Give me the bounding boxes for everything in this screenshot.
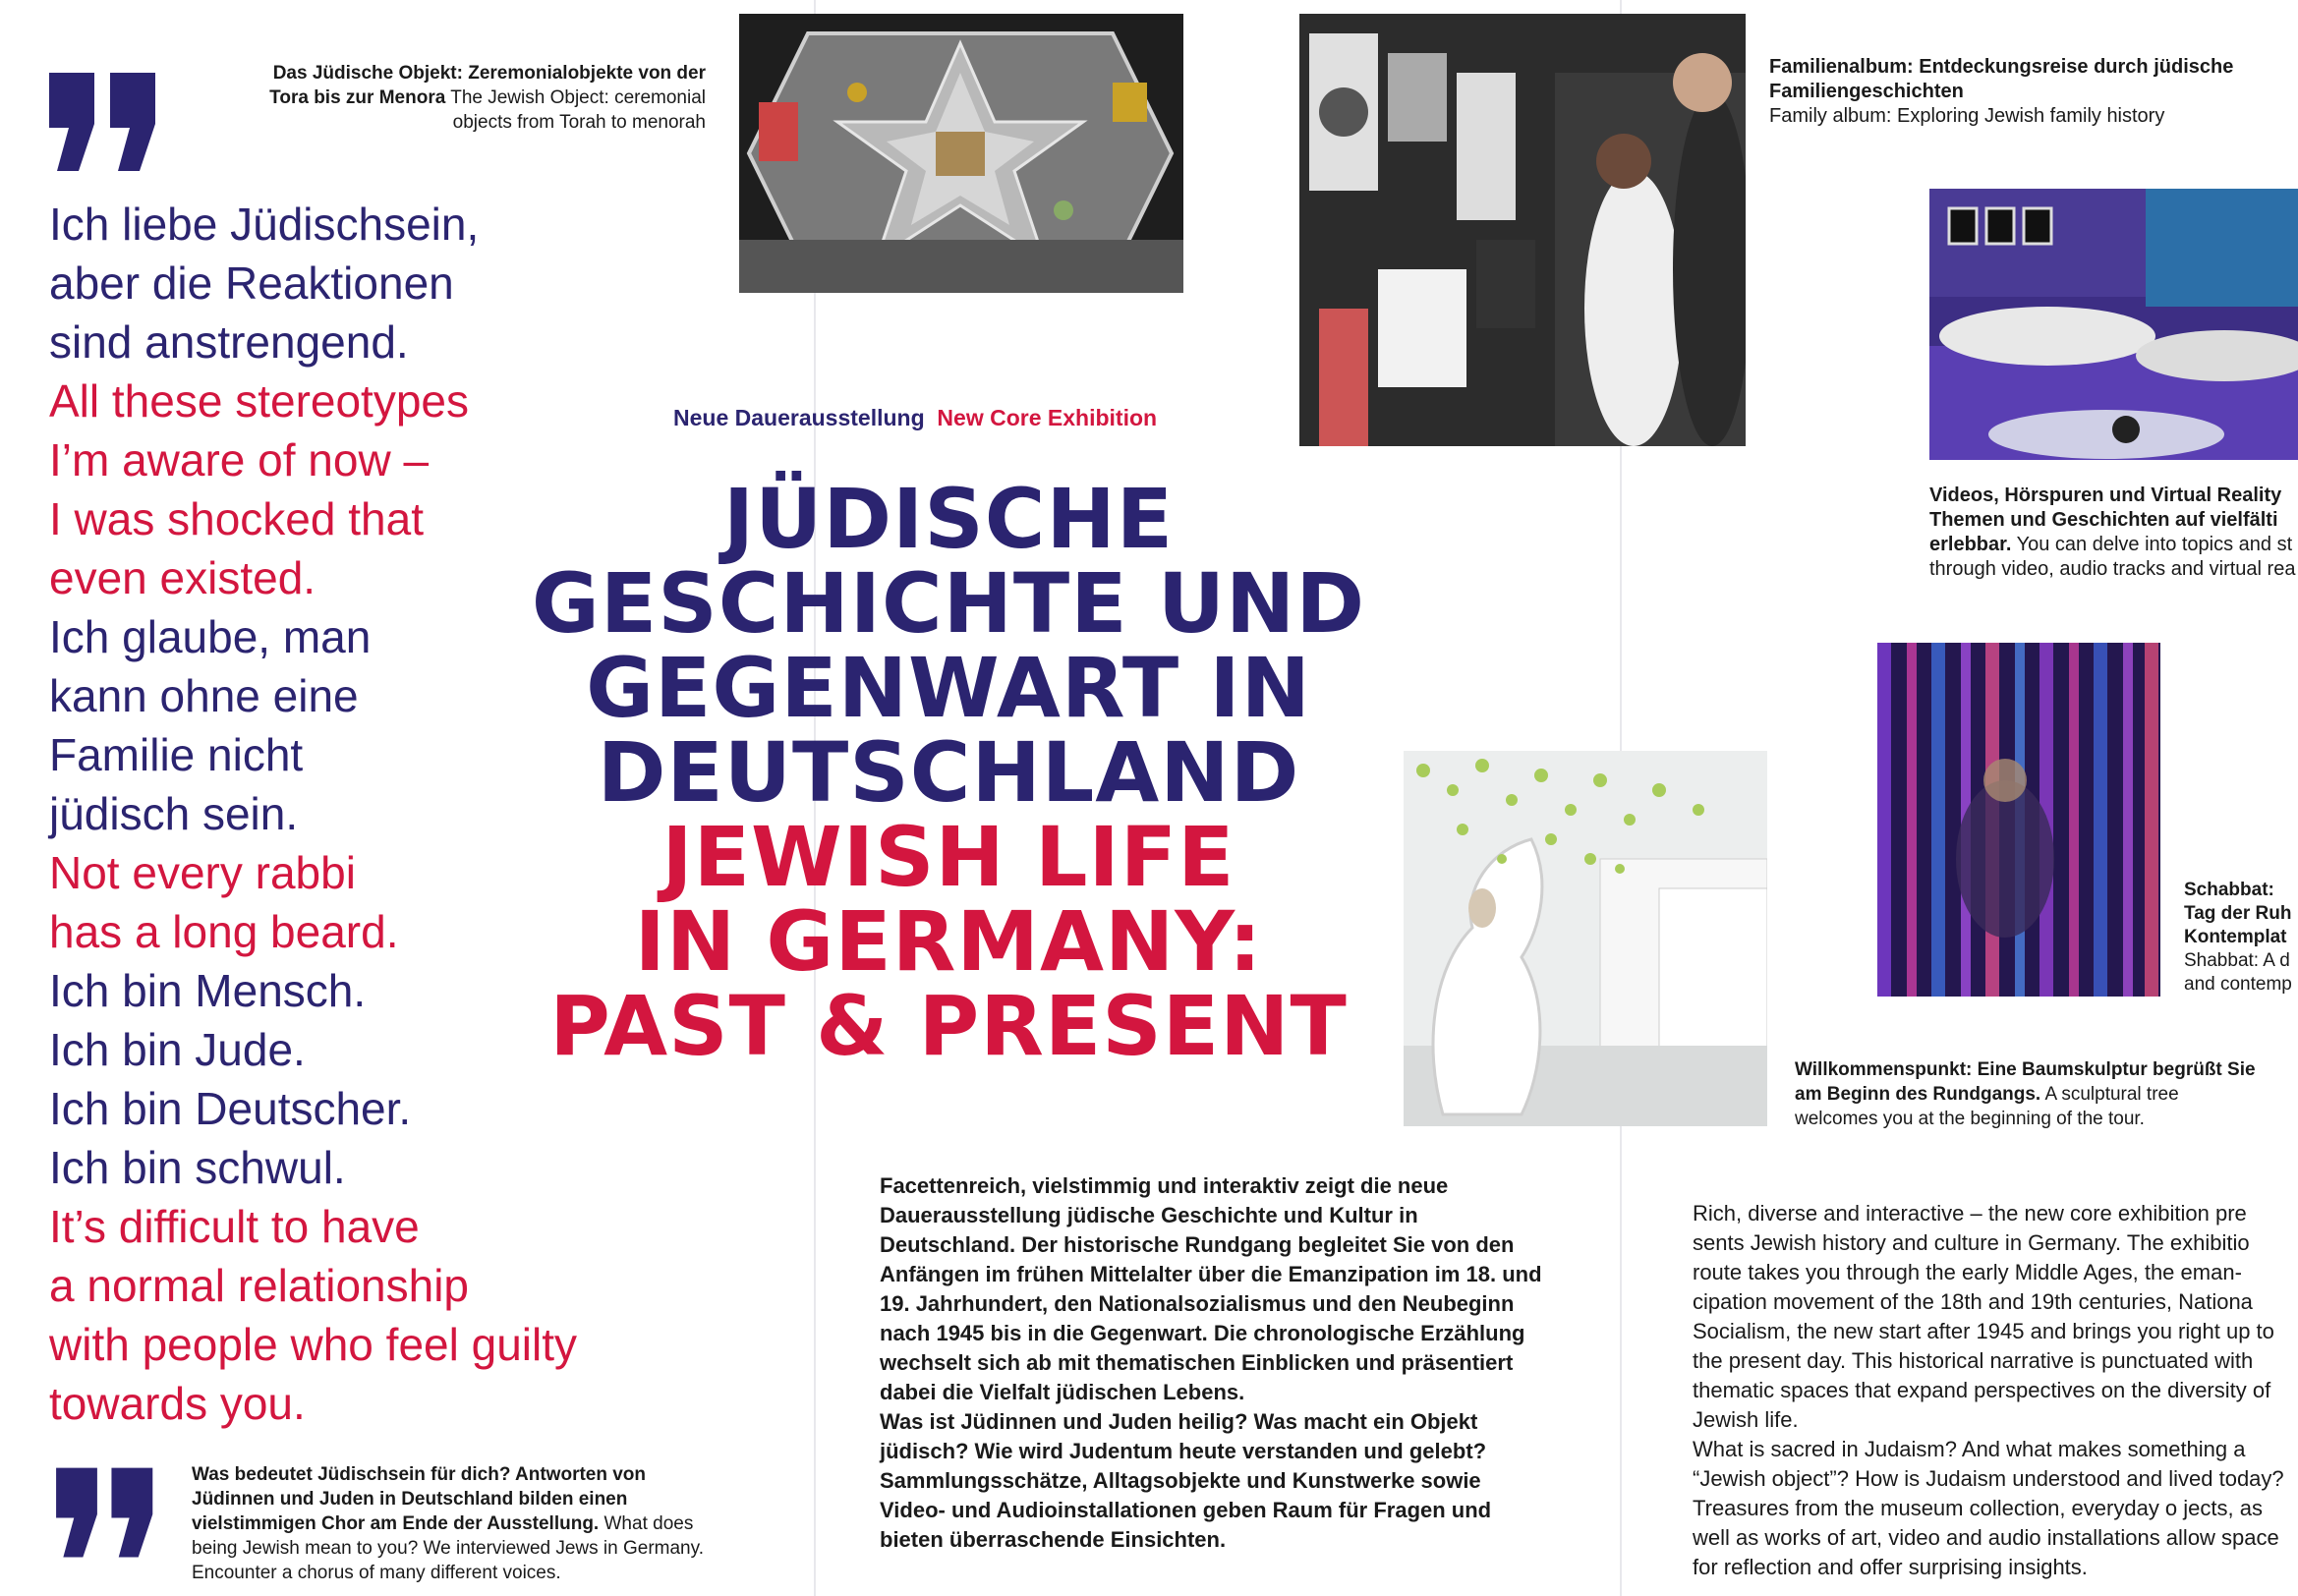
- title-line-en: PAST & PRESENT: [549, 978, 1348, 1074]
- quote-line: has a long beard.: [49, 906, 399, 957]
- quote-mark-icon: [47, 1464, 165, 1566]
- body-text-en: [1693, 1199, 2298, 1592]
- quote-line: Ich liebe Jüdischsein,: [49, 199, 480, 250]
- quote-line: kann ohne eine: [49, 670, 359, 721]
- caption-bold: Schabbat: Tag der Ruh Kontemplat: [2184, 880, 2292, 947]
- caption-torah: [236, 61, 706, 135]
- page-title: [482, 471, 1415, 1074]
- quote-line: It’s difficult to have: [49, 1201, 420, 1252]
- title-line-en: JEWISH LIFE: [661, 809, 1235, 905]
- quote-line: sind anstrengend.: [49, 316, 409, 368]
- caption-videos: [1929, 484, 2298, 588]
- body-paragraph: Was ist Jüdinnen und Juden heilig? Was macht ein Objekt jüdisch? Wie wird Judentum heute verstanden und gelebt? Sammlungsschätze, Alltagsobjekte und Kunstwerke sowie Video- und Audioinstallationen geben Raum für Fragen und bieten überraschende Einsichten.: [880, 1409, 1492, 1552]
- caption-bold: Das Jüdische Objekt: Zeremonialobjekte von der Tora bis zur Menora: [269, 63, 706, 108]
- body-paragraph: Rich, diverse and interactive – the new core exhibition pre sents Jewish history and culture in Germany. The exhibitio route takes you through the early Middle Ages, the emancipation movement of the 18th and 19th centuries, Nationa Socialism, the new start after 1945 and brings you right up to the present day. This historical narrative is punctuated with thematic spaces that expand perspectives on the diversity of Jewish life.: [1693, 1201, 2274, 1432]
- quote-line: even existed.: [49, 552, 316, 603]
- photo-videos-room: [1929, 189, 2298, 460]
- caption-shabbat: [2184, 879, 2298, 997]
- quote-line: with people who feel guilty: [49, 1319, 577, 1370]
- caption-family: [1769, 55, 2298, 129]
- eyebrow-de: Neue Dauerausstellung: [673, 405, 925, 430]
- quote-line: Ich bin Mensch.: [49, 965, 367, 1016]
- caption-normal: What does being Jewish mean to you? We interviewed Jews in Germany. Encounter a chorus of many different voices.: [192, 1513, 704, 1583]
- body-paragraph: What is sacred in Judaism? And what makes something a “Jewish object”? How is Judaism understood and lived today? Treasures from the museum collection, everyday o jects, as well as works of art, video and audio installations allow space for reflection and offer surprising insights.: [1693, 1437, 2284, 1579]
- quote-line: jüdisch sein.: [49, 788, 299, 839]
- quote-line: All these stereotypes: [49, 375, 470, 427]
- eyebrow: [673, 405, 1157, 431]
- caption-normal: You can delve into topics and st through video, audio tracks and virtual rea: [1929, 534, 2296, 580]
- caption-bold: Videos, Hörspuren und Virtual Reality Themen und Geschichten auf vielfälti erlebbar.: [1929, 484, 2282, 555]
- quote-line: Not every rabbi: [49, 847, 356, 898]
- quote-line: Ich bin Deutscher.: [49, 1083, 412, 1134]
- title-line-de: DEUTSCHLAND: [597, 724, 1300, 821]
- caption-bold: Willkommenspunkt: Eine Baumskulptur begrüßt Sie am Beginn des Rundgangs.: [1795, 1059, 2256, 1105]
- quote-line: Ich bin Jude.: [49, 1024, 306, 1075]
- title-line-de: JÜDISCHE: [722, 471, 1175, 567]
- quote-line: I was shocked that: [49, 493, 424, 544]
- quote-line: Ich glaube, man: [49, 611, 372, 662]
- quote-line: a normal relationship: [49, 1260, 470, 1311]
- body-paragraph: Facettenreich, vielstimmig und interaktiv zeigt die neue Dauerausstellung jüdische Geschichte und Kultur in Deutschland. Der historische Rundgang begleitet Sie von den Anfängen im frühen Mittelalter über die Emanzipation im 18. und 19. Jahrhundert, den Nationalsozialismus und den Neubeginn nach 1945 bis in die Gegenwart. Die chronologische Erzählung wechselt sich ab mit thematischen Einblicken und präsentiert dabei die Vielfalt jüdischen Lebens.: [880, 1173, 1542, 1404]
- title-line-de: GEGENWART IN: [586, 640, 1311, 736]
- quote-line: towards you.: [49, 1378, 306, 1429]
- photo-tree-sculpture: [1404, 751, 1767, 1126]
- caption-normal: A sculptural tree welcomes you at the beginning of the tour.: [1795, 1084, 2179, 1129]
- photo-family-album: [1299, 14, 1746, 446]
- caption-voices: [192, 1462, 722, 1585]
- quote-line: Ich bin schwul.: [49, 1142, 346, 1193]
- quote-line: aber die Reaktionen: [49, 257, 454, 309]
- quote-line: Familie nicht: [49, 729, 304, 780]
- caption-normal: Shabbat: A d and contemp: [2184, 950, 2292, 995]
- photo-ceremonial-objects: [739, 14, 1183, 293]
- title-line-en: IN GERMANY:: [634, 893, 1263, 990]
- body-text-de: [880, 1171, 1548, 1555]
- photo-shabbat: [1877, 643, 2160, 997]
- caption-bold: Was bedeutet Jüdischsein für dich? Antworten von Jüdinnen und Juden in Deutschland bilden einen vielstimmigen Chor am Ende der Ausstellung.: [192, 1464, 647, 1534]
- caption-welcome: [1795, 1057, 2267, 1131]
- quote-line: I’m aware of now –: [49, 434, 430, 485]
- caption-normal: Family album: Exploring Jewish family history: [1769, 105, 2165, 127]
- quote-mark-icon: [45, 53, 163, 200]
- caption-bold: Familienalbum: Entdeckungsreise durch jüdische Familiengeschichten: [1769, 56, 2234, 102]
- eyebrow-en: New Core Exhibition: [937, 405, 1158, 430]
- title-line-de: GESCHICHTE UND: [531, 555, 1366, 652]
- caption-normal: The Jewish Object: ceremonial objects from Torah to menorah: [450, 87, 706, 133]
